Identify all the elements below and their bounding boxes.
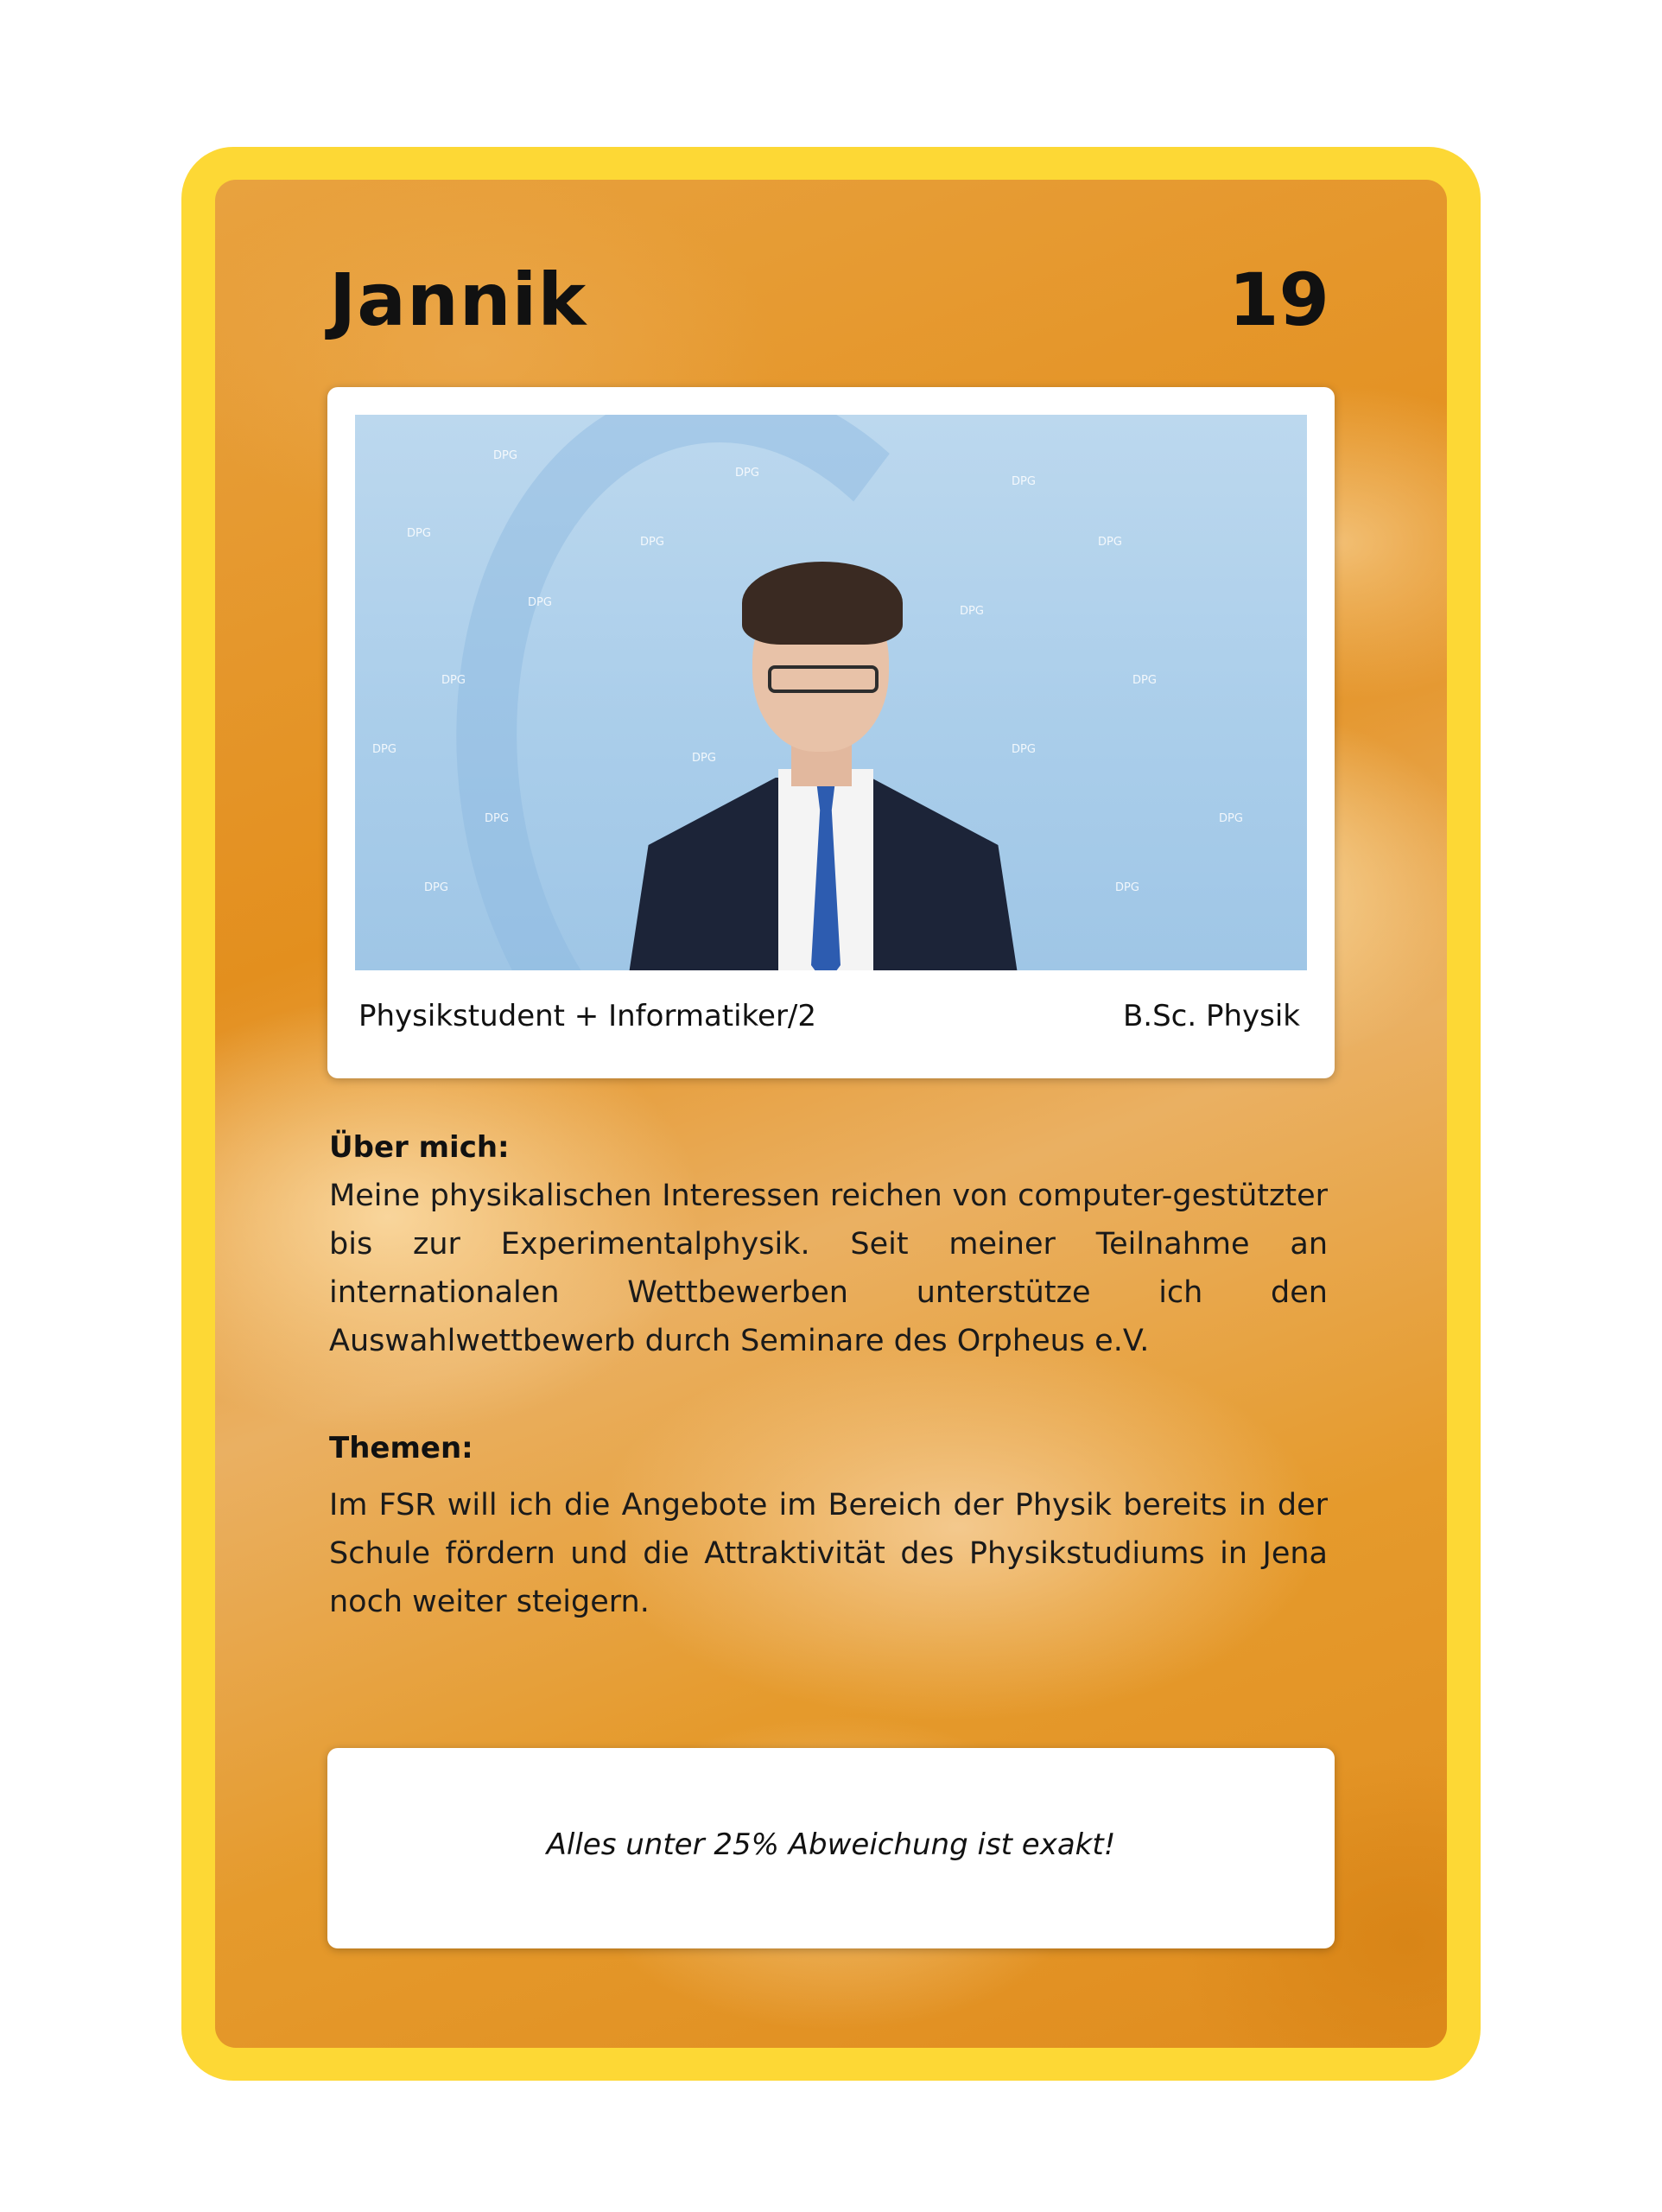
backdrop-logo: DPG xyxy=(1115,881,1139,894)
topics-heading: Themen: xyxy=(329,1431,473,1465)
backdrop-logo: DPG xyxy=(1012,743,1036,756)
person-glasses xyxy=(768,665,879,693)
card-number: 19 xyxy=(1228,257,1329,342)
photo-caption-role: Physikstudent + Informatiker/2 xyxy=(358,999,817,1033)
card-name: Jannik xyxy=(329,257,587,342)
backdrop-logo: DPG xyxy=(407,527,431,540)
backdrop-logo: DPG xyxy=(640,536,664,549)
backdrop-logo: DPG xyxy=(1098,536,1122,549)
backdrop-logo: DPG xyxy=(692,752,716,765)
backdrop-logo: DPG xyxy=(528,596,552,609)
backdrop-logo: DPG xyxy=(424,881,448,894)
person-hair xyxy=(742,562,903,645)
backdrop-logo: DPG xyxy=(1132,674,1157,687)
card-body xyxy=(215,180,1447,2048)
portrait-photo xyxy=(355,415,1307,970)
card-frame xyxy=(181,147,1481,2081)
backdrop-logo: DPG xyxy=(960,605,984,618)
backdrop-logo: DPG xyxy=(735,467,759,480)
photo-caption-degree: B.Sc. Physik xyxy=(1122,999,1300,1033)
backdrop-logo: DPG xyxy=(485,812,509,825)
backdrop-logo: DPG xyxy=(1219,812,1243,825)
about-heading: Über mich: xyxy=(329,1130,510,1165)
topics-text: Im FSR will ich die Angebote im Bereich der Physik bereits in der Schule fördern und die Attraktivität des Physikstudiums in Jena noch weiter steigern. xyxy=(329,1488,1328,1619)
backdrop-logo: DPG xyxy=(1012,475,1036,488)
photo-panel xyxy=(327,387,1335,1078)
quote-text: Alles unter 25% Abweichung ist exakt! xyxy=(546,1827,1116,1862)
backdrop-logo: DPG xyxy=(372,743,396,756)
about-text: Meine physikalischen Interessen reichen von computer-gestützter bis zur Experimentalphysik. Seit meiner Teilnahme an internationalen Wettbewerben unterstütze ich den Auswahlwettbewerb durch Seminare des Orpheus e.V. xyxy=(329,1179,1328,1358)
quote-panel xyxy=(327,1748,1335,1948)
backdrop-logo: DPG xyxy=(441,674,466,687)
backdrop-logo: DPG xyxy=(493,449,517,462)
